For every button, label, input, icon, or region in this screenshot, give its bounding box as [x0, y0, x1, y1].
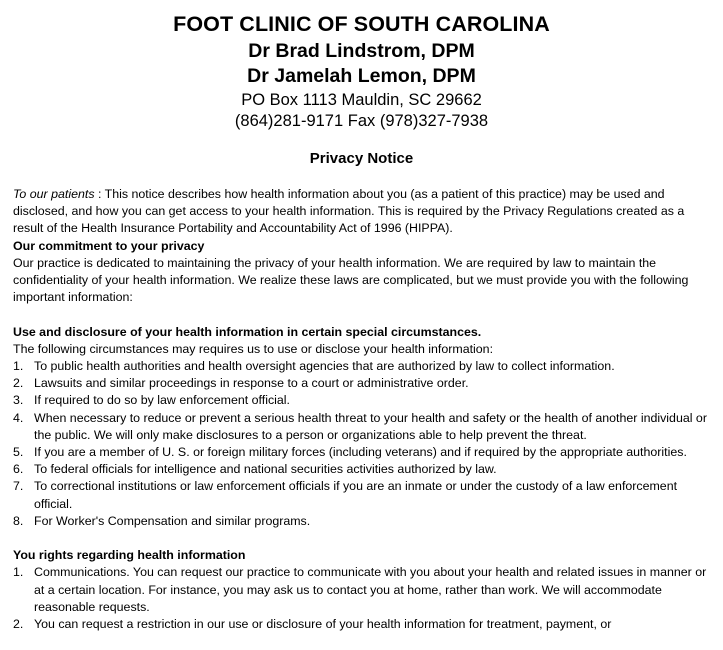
list-item-number: 5. [13, 445, 24, 460]
rights-list [13, 564, 713, 633]
list-item-text: When necessary to reduce or prevent a serious health threat to your health and safety or the health of another individual or the public. We will only make disclosures to a person or organizations able to help prevent the threat. [34, 410, 707, 442]
list-item [13, 513, 713, 530]
intro-paragraph [13, 186, 713, 238]
list-item-number: 4. [13, 410, 24, 425]
list-item [13, 392, 713, 409]
list-item-text: Lawsuits and similar proceedings in response to a court or administrative order. [34, 376, 469, 391]
list-item-number: 3. [13, 393, 24, 408]
commitment-text: Our practice is dedicated to maintaining the privacy of your health information. We are required by law to maintain the confidentiality of your health information. We realize these laws are complicated, but we must provide you with the following important information: [13, 255, 689, 305]
intro-text: : This notice describes how health information about you (as a patient of this practice) may be used and disclosed, and how you can get access to your health information. This is required by the Privacy Regulations created as a result of the Health Insurance Portability and Accountability Act of 1996 (HIPPA). [13, 187, 685, 236]
list-item [13, 358, 713, 375]
list-item [13, 444, 713, 461]
list-item-text: If required to do so by law enforcement official. [34, 393, 290, 408]
notice-title: Privacy Notice [309, 150, 414, 167]
spacer [13, 530, 713, 547]
list-item [13, 410, 713, 444]
list-item-text: If you are a member of U. S. or foreign military forces (including veterans) and if required by the appropriate authorities. [34, 445, 687, 460]
special-circumstances-heading: Use and disclosure of your health information in certain special circumstances. [13, 324, 482, 339]
list-item-text: You can request a restriction in our use or disclosure of your health information for treatment, payment, or [34, 617, 612, 632]
clinic-name: FOOT CLINIC OF SOUTH CAROLINA [173, 12, 550, 36]
list-item-number: 1. [13, 565, 24, 580]
list-item [13, 478, 713, 512]
list-item-text: For Worker's Compensation and similar programs. [34, 513, 311, 528]
list-item-number: 2. [13, 376, 24, 391]
list-item-number: 7. [13, 479, 24, 494]
spacer [13, 306, 713, 323]
list-item-text: To correctional institutions or law enforcement officials if you are an inmate or under the custody of a law enforcement official. [34, 479, 678, 511]
list-item-text: To public health authorities and health oversight agencies that are authorized by law to collect information. [34, 359, 615, 374]
doctor-name-2: Dr Jamelah Lemon, DPM [247, 65, 476, 87]
clinic-phone-fax: (864)281-9171 Fax (978)327-7938 [234, 112, 489, 130]
list-item [13, 375, 713, 392]
commitment-heading: Our commitment to your privacy [13, 238, 205, 253]
special-circumstances-intro: The following circumstances may requires us to use or disclose your health information: [13, 341, 494, 356]
list-item [13, 564, 713, 616]
notice-body [13, 186, 713, 633]
doctor-name-1: Dr Brad Lindstrom, DPM [248, 40, 475, 62]
list-item [13, 616, 713, 633]
list-item-text: To federal officials for intelligence and national securities activities authorized by law. [34, 462, 497, 477]
rights-heading: You rights regarding health information [13, 548, 246, 563]
list-item-number: 8. [13, 513, 24, 528]
list-item-text: Communications. You can request our practice to communicate with you about your health and related issues in manner or at a certain location. For instance, you may ask us to contact you at home, rather than work. We will accommodate reasonable requests. [34, 565, 707, 614]
intro-lead: To our patients [13, 187, 95, 201]
list-item-number: 2. [13, 617, 24, 632]
list-item [13, 461, 713, 478]
clinic-address: PO Box 1113 Mauldin, SC 29662 [241, 91, 482, 109]
list-item-number: 1. [13, 359, 24, 374]
special-circumstances-list [13, 358, 713, 530]
list-item-number: 6. [13, 462, 24, 477]
